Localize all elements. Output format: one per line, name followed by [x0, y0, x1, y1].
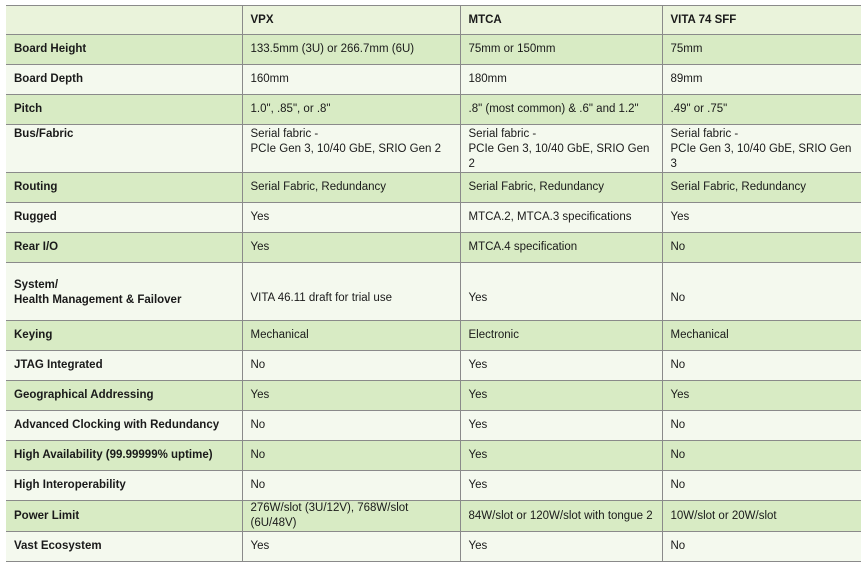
cell-mtca: Yes: [460, 471, 662, 501]
cell-vpx: 1.0", .85", or .8": [242, 95, 460, 125]
table-body: [6, 35, 861, 562]
table-row: [6, 532, 861, 562]
cell-vita-74-sff: No: [662, 471, 861, 501]
cell-vita-74-sff: Yes: [662, 203, 861, 233]
cell-vita-74-sff: 75mm: [662, 35, 861, 65]
table-row: [6, 125, 861, 173]
cell-vpx: No: [242, 441, 460, 471]
cell-vpx: Yes: [242, 381, 460, 411]
cell-vpx: Mechanical: [242, 321, 460, 351]
cell-mtca: 180mm: [460, 65, 662, 95]
row-label: Power Limit: [6, 501, 242, 532]
cell-vita-74-sff: 89mm: [662, 65, 861, 95]
cell-vita-74-sff: .49" or .75": [662, 95, 861, 125]
table-row: [6, 173, 861, 203]
row-label: Bus/Fabric: [6, 125, 242, 173]
row-label: Rugged: [6, 203, 242, 233]
table-row: [6, 471, 861, 501]
cell-vpx: Serial Fabric, Redundancy: [242, 173, 460, 203]
row-label: JTAG Integrated: [6, 351, 242, 381]
row-label: Geographical Addressing: [6, 381, 242, 411]
cell-mtca: MTCA.2, MTCA.3 specifications: [460, 203, 662, 233]
cell-vita-74-sff: No: [662, 351, 861, 381]
cell-mtca: Serial fabric - PCIe Gen 3, 10/40 GbE, SRIO Gen 2: [460, 125, 662, 173]
cell-mtca: .8" (most common) & .6" and 1.2": [460, 95, 662, 125]
header-vpx: VPX: [242, 6, 460, 35]
header-empty-cell: [6, 6, 242, 35]
cell-vpx: VITA 46.11 draft for trial use: [242, 263, 460, 321]
row-label: System/ Health Management & Failover: [6, 263, 242, 321]
cell-vita-74-sff: No: [662, 411, 861, 441]
table-row: [6, 321, 861, 351]
row-label: Board Height: [6, 35, 242, 65]
row-label: Board Depth: [6, 65, 242, 95]
table-row: [6, 95, 861, 125]
cell-mtca: 84W/slot or 120W/slot with tongue 2: [460, 501, 662, 532]
table-row: [6, 351, 861, 381]
table-row: [6, 233, 861, 263]
cell-vita-74-sff: No: [662, 263, 861, 321]
table-row: [6, 441, 861, 471]
cell-mtca: 75mm or 150mm: [460, 35, 662, 65]
cell-mtca: Yes: [460, 351, 662, 381]
cell-vita-74-sff: Serial Fabric, Redundancy: [662, 173, 861, 203]
cell-vpx: No: [242, 351, 460, 381]
table-row: [6, 411, 861, 441]
row-label: Pitch: [6, 95, 242, 125]
cell-vita-74-sff: No: [662, 233, 861, 263]
table-row: [6, 501, 861, 532]
table-row: [6, 203, 861, 233]
row-label: Vast Ecosystem: [6, 532, 242, 562]
row-label: Routing: [6, 173, 242, 203]
cell-vpx: 276W/slot (3U/12V), 768W/slot (6U/48V): [242, 501, 460, 532]
cell-vita-74-sff: 10W/slot or 20W/slot: [662, 501, 861, 532]
table-header-row: [6, 6, 861, 35]
cell-mtca: Electronic: [460, 321, 662, 351]
cell-mtca: Yes: [460, 411, 662, 441]
cell-vita-74-sff: No: [662, 441, 861, 471]
cell-mtca: Yes: [460, 441, 662, 471]
cell-vita-74-sff: No: [662, 532, 861, 562]
cell-mtca: MTCA.4 specification: [460, 233, 662, 263]
table-row: [6, 35, 861, 65]
row-label: Rear I/O: [6, 233, 242, 263]
row-label: Advanced Clocking with Redundancy: [6, 411, 242, 441]
row-label: Keying: [6, 321, 242, 351]
cell-mtca: Yes: [460, 381, 662, 411]
row-label: High Interoperability: [6, 471, 242, 501]
cell-mtca: Yes: [460, 263, 662, 321]
cell-vpx: Yes: [242, 532, 460, 562]
cell-vpx: Yes: [242, 233, 460, 263]
cell-vpx: 160mm: [242, 65, 460, 95]
header-vita-74-sff: VITA 74 SFF: [662, 6, 861, 35]
cell-vpx: 133.5mm (3U) or 266.7mm (6U): [242, 35, 460, 65]
cell-vpx: Yes: [242, 203, 460, 233]
header-mtca: MTCA: [460, 6, 662, 35]
cell-vita-74-sff: Yes: [662, 381, 861, 411]
table-row: [6, 65, 861, 95]
row-label: High Availability (99.99999% uptime): [6, 441, 242, 471]
cell-mtca: Yes: [460, 532, 662, 562]
table-row: [6, 263, 861, 321]
cell-vpx: Serial fabric - PCIe Gen 3, 10/40 GbE, SRIO Gen 2: [242, 125, 460, 173]
cell-vita-74-sff: Serial fabric - PCIe Gen 3, 10/40 GbE, SRIO Gen 3: [662, 125, 861, 173]
cell-vpx: No: [242, 411, 460, 441]
cell-mtca: Serial Fabric, Redundancy: [460, 173, 662, 203]
cell-vita-74-sff: Mechanical: [662, 321, 861, 351]
table-row: [6, 381, 861, 411]
cell-vpx: No: [242, 471, 460, 501]
form-factor-comparison-table: [6, 5, 861, 562]
comparison-table-container: [6, 5, 861, 562]
